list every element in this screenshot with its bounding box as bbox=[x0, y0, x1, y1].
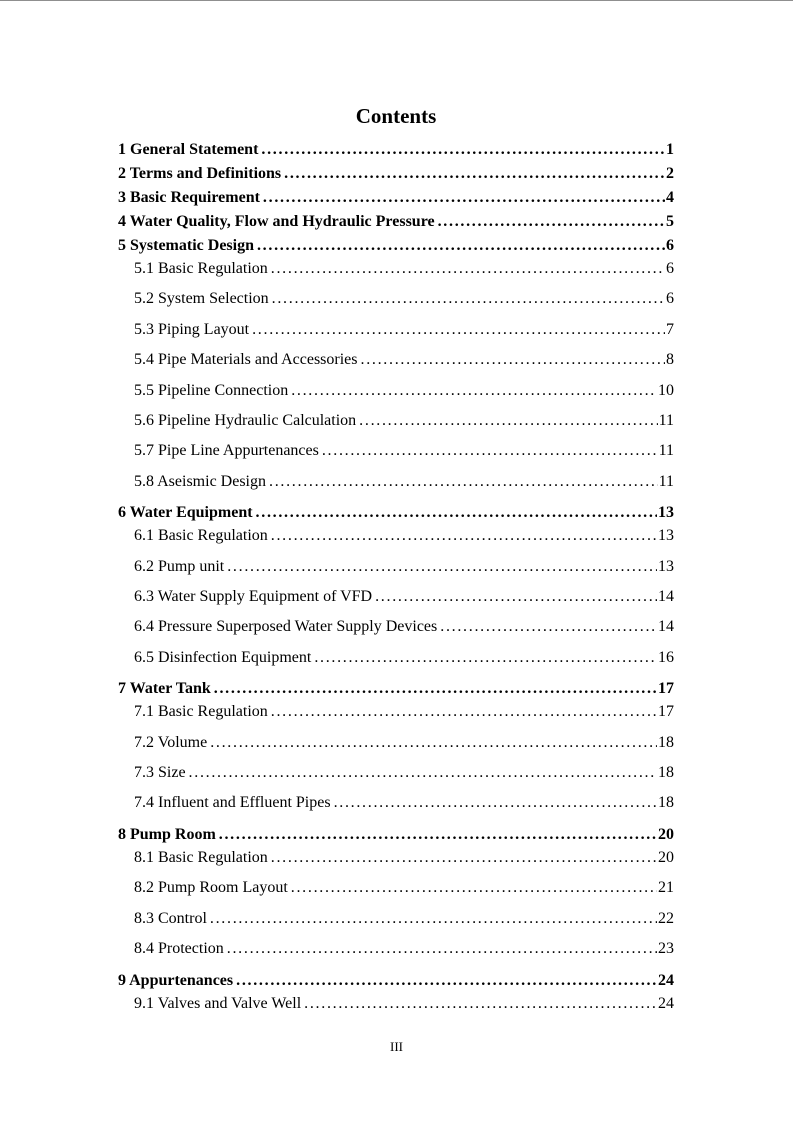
dot-leader bbox=[263, 186, 665, 210]
dot-leader bbox=[236, 969, 657, 993]
toc-entry[interactable] bbox=[118, 470, 674, 494]
toc-entry-page: 18 bbox=[658, 764, 674, 782]
dot-leader bbox=[291, 876, 657, 900]
toc-entry-label: 8.1 Basic Regulation bbox=[134, 848, 268, 866]
toc-entry-page: 24 bbox=[658, 971, 674, 989]
toc-entry[interactable] bbox=[118, 210, 674, 234]
toc-entry[interactable] bbox=[118, 937, 674, 961]
toc-entry[interactable] bbox=[118, 318, 674, 342]
toc-entry[interactable] bbox=[118, 677, 674, 701]
toc-entry-page: 7 bbox=[666, 320, 674, 338]
toc-entry[interactable] bbox=[118, 234, 674, 258]
dot-leader bbox=[359, 409, 657, 433]
toc-entry-label: 5.7 Pipe Line Appurtenances bbox=[134, 442, 319, 460]
toc-entry[interactable] bbox=[118, 615, 674, 639]
dot-leader bbox=[438, 210, 665, 234]
toc-entry-page: 14 bbox=[658, 588, 674, 606]
toc-entry-page: 5 bbox=[666, 213, 674, 230]
toc-entry[interactable] bbox=[118, 162, 674, 186]
toc-entry[interactable] bbox=[118, 791, 674, 815]
toc-entry-page: 11 bbox=[658, 411, 674, 429]
dot-leader bbox=[210, 731, 657, 755]
toc-entry-label: 8.2 Pump Room Layout bbox=[134, 879, 288, 897]
toc-entry[interactable] bbox=[118, 992, 674, 1016]
page-title: Contents bbox=[355, 104, 437, 128]
dot-leader bbox=[304, 992, 657, 1016]
toc-entry-label: 7.3 Size bbox=[134, 764, 186, 782]
toc-entry-page: 8 bbox=[666, 351, 674, 369]
toc-entry[interactable] bbox=[118, 501, 674, 525]
toc-entry-label: 1 General Statement bbox=[118, 141, 259, 158]
dot-leader bbox=[314, 646, 657, 670]
dot-leader bbox=[227, 555, 657, 579]
toc-entry-label: 7.4 Influent and Effluent Pipes bbox=[134, 794, 331, 812]
toc-entry[interactable] bbox=[118, 409, 674, 433]
dot-leader bbox=[261, 138, 665, 162]
dot-leader bbox=[219, 823, 657, 847]
toc-entry[interactable] bbox=[118, 439, 674, 463]
dot-leader bbox=[271, 524, 657, 548]
toc-entry-page: 13 bbox=[658, 504, 674, 522]
toc-entry-label: 6.3 Water Supply Equipment of VFD bbox=[134, 588, 373, 606]
toc-entry-page: 11 bbox=[658, 472, 674, 490]
toc-entry-page: 11 bbox=[658, 442, 674, 460]
toc-entry-page: 6 bbox=[666, 237, 674, 254]
toc-entry-page: 16 bbox=[658, 648, 674, 666]
toc-entry-label: 8.4 Protection bbox=[134, 940, 224, 958]
toc-entry-page: 10 bbox=[658, 381, 674, 399]
dot-leader bbox=[269, 470, 658, 494]
toc-entry-page: 1 bbox=[666, 141, 674, 158]
toc-entry[interactable] bbox=[118, 186, 674, 210]
toc-entry[interactable] bbox=[118, 257, 674, 281]
toc-entry-label: 9 Appurtenances bbox=[118, 971, 234, 989]
toc-entry-label: 5.4 Pipe Materials and Accessories bbox=[134, 351, 358, 369]
dot-leader bbox=[189, 761, 657, 785]
toc-entry-label: 6 Water Equipment bbox=[118, 504, 253, 522]
dot-leader bbox=[375, 585, 657, 609]
toc-content bbox=[118, 1, 674, 1016]
toc-entry-label: 6.1 Basic Regulation bbox=[134, 527, 268, 545]
toc-entry-page: 18 bbox=[658, 794, 674, 812]
toc-entry-label: 5.2 System Selection bbox=[134, 290, 269, 308]
toc-entry[interactable] bbox=[118, 823, 674, 847]
dot-leader bbox=[440, 615, 657, 639]
toc-entry-label: 6.4 Pressure Superposed Water Supply Devices bbox=[134, 618, 438, 636]
toc-entry[interactable] bbox=[118, 646, 674, 670]
toc-entry-page: 20 bbox=[658, 825, 674, 843]
toc-entry[interactable] bbox=[118, 524, 674, 548]
toc-entry-page: 20 bbox=[658, 848, 674, 866]
toc-entry-label: 5.8 Aseismic Design bbox=[134, 472, 266, 490]
toc-entry[interactable] bbox=[118, 969, 674, 993]
toc-entry-page: 17 bbox=[658, 680, 674, 698]
toc-entry-page: 2 bbox=[666, 165, 674, 182]
toc-entry-page: 18 bbox=[658, 733, 674, 751]
dot-leader bbox=[271, 846, 657, 870]
toc-entry-label: 5.1 Basic Regulation bbox=[134, 260, 268, 277]
toc-entry-label: 7.2 Volume bbox=[134, 733, 208, 751]
dot-leader bbox=[284, 162, 665, 186]
toc-entry-label: 8.3 Control bbox=[134, 909, 207, 927]
toc-entry[interactable] bbox=[118, 287, 674, 311]
toc-entry-label: 4 Water Quality, Flow and Hydraulic Pressure bbox=[118, 213, 435, 230]
dot-leader bbox=[227, 937, 657, 961]
dot-leader bbox=[210, 907, 657, 931]
toc-entry-page: 13 bbox=[658, 527, 674, 545]
toc-entry[interactable] bbox=[118, 700, 674, 724]
toc-entry-label: 6.2 Pump unit bbox=[134, 557, 225, 575]
toc-entry[interactable] bbox=[118, 731, 674, 755]
toc-entry[interactable] bbox=[118, 907, 674, 931]
toc-entry-label: 8 Pump Room bbox=[118, 825, 216, 843]
toc-entry[interactable] bbox=[118, 585, 674, 609]
toc-entry-label: 3 Basic Requirement bbox=[118, 189, 260, 206]
toc-list bbox=[118, 138, 674, 1016]
toc-entry-page: 17 bbox=[658, 703, 674, 721]
toc-entry[interactable] bbox=[118, 846, 674, 870]
toc-entry-label: 5.6 Pipeline Hydraulic Calculation bbox=[134, 411, 357, 429]
toc-entry-label: 7.1 Basic Regulation bbox=[134, 703, 268, 721]
toc-entry[interactable] bbox=[118, 876, 674, 900]
toc-entry-label: 5 Systematic Design bbox=[118, 237, 254, 254]
toc-entry-label: 7 Water Tank bbox=[118, 680, 211, 698]
toc-entry-page: 24 bbox=[658, 994, 674, 1012]
toc-entry-label: 5.3 Piping Layout bbox=[134, 320, 250, 338]
dot-leader bbox=[252, 318, 665, 342]
dot-leader bbox=[361, 348, 666, 372]
toc-entry-label: 5.5 Pipeline Connection bbox=[134, 381, 289, 399]
toc-entry[interactable] bbox=[118, 138, 674, 162]
toc-entry-page: 21 bbox=[658, 879, 674, 897]
toc-entry-page: 6 bbox=[666, 260, 674, 277]
toc-entry-page: 13 bbox=[658, 557, 674, 575]
dot-leader bbox=[256, 501, 657, 525]
dot-leader bbox=[271, 700, 657, 724]
dot-leader bbox=[322, 439, 658, 463]
toc-entry[interactable] bbox=[118, 348, 674, 372]
toc-entry-page: 14 bbox=[658, 618, 674, 636]
toc-entry-label: 2 Terms and Definitions bbox=[118, 165, 282, 182]
toc-entry-page: 23 bbox=[658, 940, 674, 958]
toc-entry-label: 9.1 Valves and Valve Well bbox=[134, 994, 302, 1012]
dot-leader bbox=[271, 257, 665, 281]
dot-leader bbox=[257, 234, 665, 258]
toc-entry[interactable] bbox=[118, 761, 674, 785]
dot-leader bbox=[272, 287, 665, 311]
dot-leader bbox=[334, 791, 657, 815]
toc-entry-page: 22 bbox=[658, 909, 674, 927]
toc-entry[interactable] bbox=[118, 555, 674, 579]
page-number-footer: III bbox=[390, 1039, 403, 1054]
toc-entry[interactable] bbox=[118, 379, 674, 403]
dot-leader bbox=[214, 677, 657, 701]
toc-entry-page: 6 bbox=[666, 290, 674, 308]
dot-leader bbox=[291, 379, 657, 403]
toc-entry-page: 4 bbox=[666, 189, 674, 206]
toc-entry-label: 6.5 Disinfection Equipment bbox=[134, 648, 312, 666]
